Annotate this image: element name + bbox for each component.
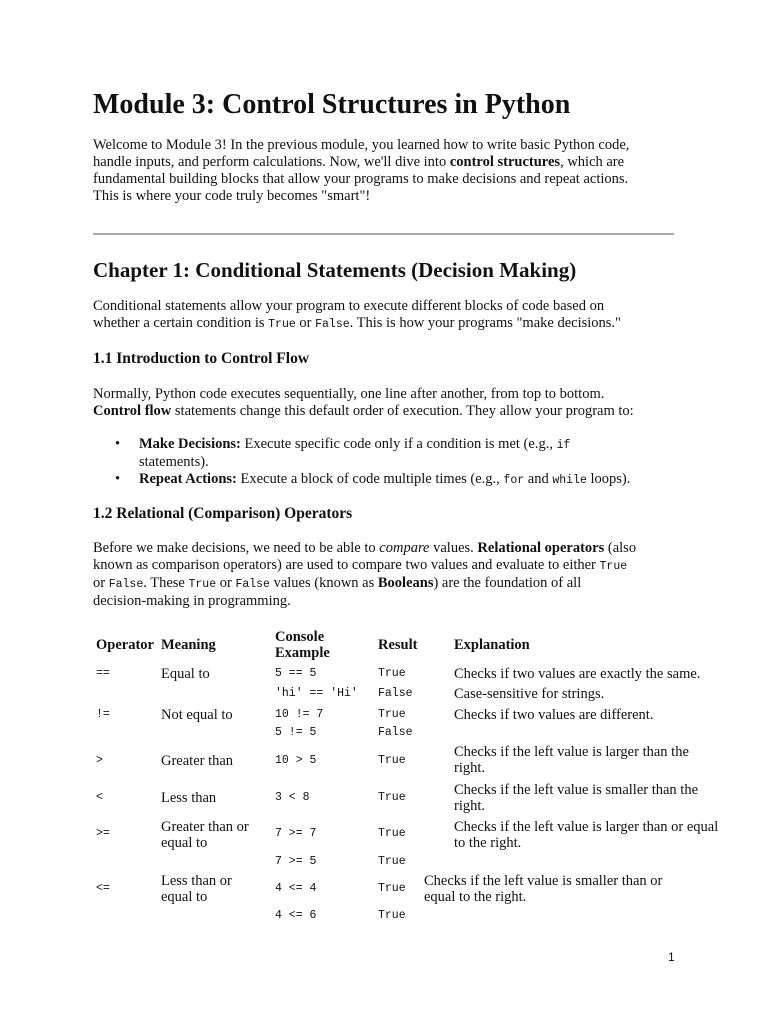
explanation-line: right.	[454, 760, 486, 776]
table-cell-result: True	[378, 708, 406, 721]
explanation-line: Checks if the left value is smaller than the	[454, 782, 699, 798]
table-cell-meaning: Equal to	[161, 666, 210, 682]
table-cell-operator: >	[96, 754, 103, 767]
chapter-line-2	[93, 315, 693, 333]
text: loops).	[586, 471, 631, 487]
text: Execute a block of code multiple times (e.g.,	[236, 471, 504, 487]
table-cell-example: 'hi' == 'Hi'	[275, 687, 358, 700]
bold-text: Control flow	[93, 403, 172, 419]
list-item	[93, 471, 693, 489]
header-operator: Operator	[96, 637, 154, 653]
intro-line-1: Welcome to Module 3! In the previous module, you learned how to write basic Python code,	[93, 137, 630, 153]
table-cell-meaning	[161, 873, 232, 905]
section-line: Normally, Python code executes sequentially, one line after another, from top to bottom.	[93, 386, 605, 402]
table-cell-result: True	[378, 909, 406, 922]
table-cell-meaning	[161, 819, 249, 851]
header-result: Result	[378, 637, 418, 653]
explanation-line: Checks if the left value is larger than or equal	[454, 819, 719, 835]
text: Before we make decisions, we need to be able to	[93, 540, 380, 556]
bold-text: Repeat Actions:	[139, 471, 237, 487]
text: or	[93, 575, 109, 591]
section-1-2-paragraph	[93, 540, 693, 610]
text: (also	[604, 540, 637, 556]
explanation-line: to the right.	[454, 835, 522, 851]
code-false: False	[315, 318, 350, 331]
table-cell-example: 5 == 5	[275, 667, 317, 680]
text: values.	[429, 540, 478, 556]
table-cell-operator: <=	[96, 882, 110, 895]
table-cell-operator: !=	[96, 708, 110, 721]
table-cell-explanation: Checks if two values are exactly the same.	[454, 666, 701, 682]
code-true: True	[188, 578, 217, 591]
table-cell-operator: >=	[96, 827, 110, 840]
table-cell-example: 5 != 5	[275, 726, 317, 739]
table-cell-meaning: Greater than	[161, 753, 234, 769]
table-cell-example: 4 <= 4	[275, 882, 317, 895]
code-true: True	[268, 318, 296, 331]
table-cell-example: 10 != 7	[275, 708, 324, 721]
table-cell-result: False	[378, 687, 413, 700]
bullet-icon: •	[115, 436, 121, 452]
text: or	[216, 575, 236, 591]
table-cell-meaning: Less than	[161, 790, 217, 806]
chapter-line-1: Conditional statements allow your program to execute different blocks of code based on	[93, 298, 605, 314]
meaning-line: equal to	[161, 889, 208, 905]
code-false: False	[108, 578, 144, 591]
code-false: False	[235, 578, 270, 591]
table-cell-explanation	[454, 782, 698, 814]
table-cell-operator: ==	[96, 667, 110, 680]
text: and	[524, 471, 553, 487]
bold-text: Booleans	[377, 575, 434, 591]
code-while: while	[552, 474, 587, 487]
intro-text: , which are	[560, 154, 625, 170]
table-cell-explanation	[454, 819, 718, 851]
page-title: Module 3: Control Structures in Python	[93, 89, 571, 120]
text: . This is how your programs "make decisions."	[349, 315, 621, 331]
section-1-1-heading: 1.1 Introduction to Control Flow	[93, 350, 310, 367]
text: ) are the foundation of all	[433, 575, 582, 591]
table-cell-operator: <	[96, 791, 103, 804]
bullet-icon: •	[115, 471, 121, 487]
table-cell-result: True	[378, 827, 406, 840]
explanation-line: Checks if the left value is smaller than or	[424, 873, 663, 889]
table-cell-example: 4 <= 6	[275, 909, 317, 922]
code-if: if	[556, 439, 571, 452]
header-explanation: Explanation	[454, 637, 530, 653]
header-console-line1: Console	[275, 629, 325, 645]
section-1-2-heading: 1.2 Relational (Comparison) Operators	[93, 505, 353, 522]
page-number: 1	[668, 950, 675, 964]
code-for: for	[503, 474, 525, 487]
italic-text: compare	[379, 540, 430, 556]
meaning-line: Greater than or	[161, 819, 249, 835]
section-line	[93, 575, 693, 593]
section-divider	[93, 233, 674, 235]
explanation-line: right.	[454, 798, 486, 814]
header-console	[275, 629, 330, 661]
intro-line-2	[93, 154, 693, 171]
text: statements change this default order of execution. They allow your program to:	[171, 403, 634, 419]
table-cell-result: True	[378, 791, 406, 804]
text: known as comparison operators) are used to compare two values and evaluate to either	[93, 557, 600, 573]
section-line	[93, 557, 693, 575]
intro-text: handle inputs, and perform calculations. Now, we'll dive into	[93, 154, 450, 170]
table-cell-explanation: Checks if two values are different.	[454, 707, 654, 723]
intro-paragraph	[93, 137, 693, 205]
section-line	[93, 403, 693, 420]
table-cell-explanation	[424, 873, 662, 905]
intro-bold: control structures	[449, 154, 561, 170]
meaning-line: equal to	[161, 835, 208, 851]
table-cell-result: True	[378, 882, 406, 895]
section-1-1-paragraph	[93, 386, 693, 420]
table-cell-explanation: Case-sensitive for strings.	[454, 686, 605, 702]
table-cell-result: True	[378, 855, 406, 868]
table-cell-example: 3 < 8	[275, 791, 310, 804]
section-line: decision-making in programming.	[93, 593, 291, 609]
list-item	[93, 436, 693, 471]
text: values (known as	[269, 575, 378, 591]
header-console-line2: Example	[275, 645, 330, 661]
intro-line-4: This is where your code truly becomes "smart"!	[93, 188, 371, 204]
meaning-line: Less than or	[161, 873, 232, 889]
table-cell-result: True	[378, 754, 406, 767]
chapter-heading: Chapter 1: Conditional Statements (Decision Making)	[93, 258, 577, 282]
bold-text: Relational operators	[477, 540, 605, 556]
text: Execute specific code only if a condition is met (e.g.,	[240, 436, 557, 452]
bold-text: Make Decisions:	[139, 436, 241, 452]
table-cell-example: 7 >= 7	[275, 827, 317, 840]
section-line	[93, 540, 693, 557]
table-cell-example: 7 >= 5	[275, 855, 317, 868]
table-cell-meaning: Not equal to	[161, 707, 233, 723]
table-cell-result: True	[378, 667, 406, 680]
table-cell-result: False	[378, 726, 413, 739]
table-cell-example: 10 > 5	[275, 754, 317, 767]
explanation-line: equal to the right.	[424, 889, 527, 905]
chapter-intro	[93, 298, 693, 333]
text: or	[295, 315, 316, 331]
explanation-line: Checks if the left value is larger than the	[454, 744, 689, 760]
header-meaning: Meaning	[161, 637, 216, 653]
text: statements).	[139, 454, 209, 470]
code-true: True	[599, 560, 628, 573]
intro-line-3: fundamental building blocks that allow your programs to make decisions and repeat actions.	[93, 171, 629, 187]
text: . These	[143, 575, 189, 591]
text: whether a certain condition is	[93, 315, 269, 331]
bullet-list	[93, 436, 693, 489]
table-cell-explanation	[454, 744, 689, 776]
